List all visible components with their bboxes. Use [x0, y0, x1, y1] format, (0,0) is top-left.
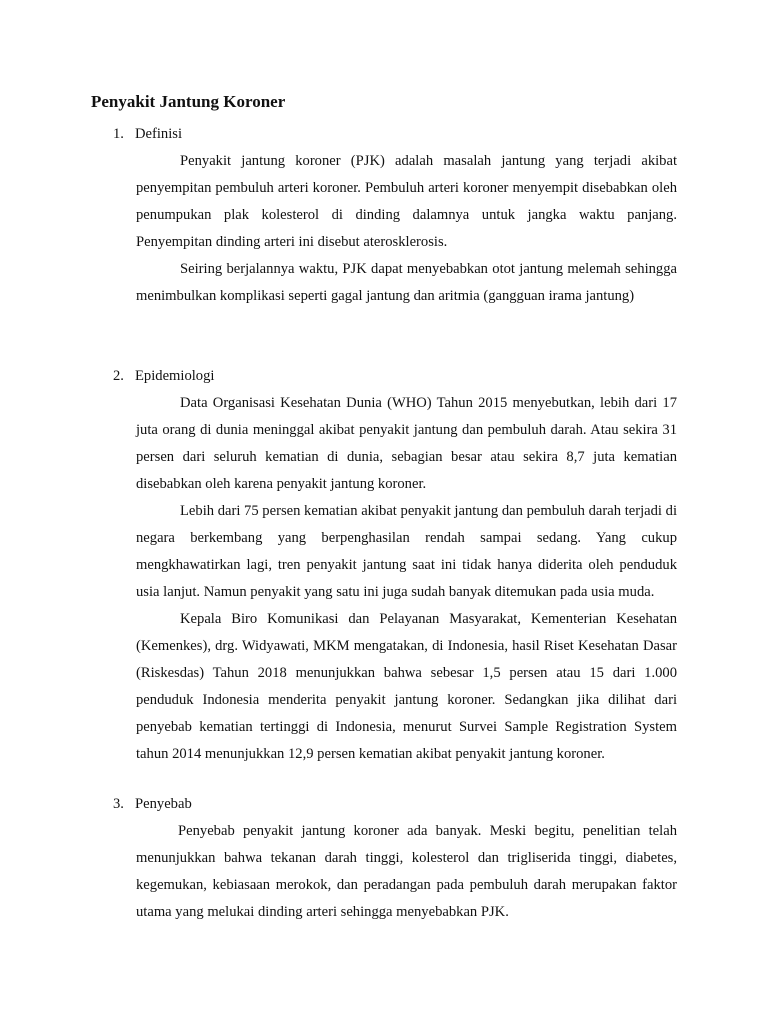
- section-number: 1.: [113, 126, 124, 142]
- paragraph: Data Organisasi Kesehatan Dunia (WHO) Tahun 2015 menyebutkan, lebih dari 17 juta orang di dunia meninggal akibat penyakit jantung dan pembuluh darah. Atau sekira 31 persen dari seluruh kematian di dunia, sebagian besar atau sekira 8,7 juta kematian disebabkan oleh karena penyakit jantung koroner.: [136, 395, 677, 492]
- section-heading: [113, 368, 214, 385]
- paragraph: Penyebab penyakit jantung koroner ada banyak. Meski begitu, penelitian telah menunjukkan bahwa tekanan darah tinggi, kolesterol dan trigliserida tinggi, diabetes, kegemukan, kebiasaan merokok, dan peradangan pada pembuluh darah merupakan faktor utama yang melukai dinding arteri sehingga menyebabkan PJK.: [136, 823, 677, 920]
- paragraph: Lebih dari 75 persen kematian akibat penyakit jantung dan pembuluh darah terjadi di negara berkembang yang berpenghasilan rendah sampai sedang. Yang cukup mengkhawatirkan lagi, tren penyakit jantung saat ini tidak hanya diderita oleh penduduk usia lanjut. Namun penyakit yang satu ini juga sudah banyak ditemukan pada usia muda.: [136, 503, 677, 600]
- section-number: 2.: [113, 368, 124, 384]
- paragraph: Penyakit jantung koroner (PJK) adalah masalah jantung yang terjadi akibat penyempitan pembuluh arteri koroner. Pembuluh arteri koroner menyempit disebabkan oleh penumpukan plak kolesterol di dinding dalamnya untuk jangka waktu panjang. Penyempitan dinding arteri ini disebut aterosklerosis.: [136, 153, 677, 250]
- section-heading-text: Epidemiologi: [135, 368, 215, 384]
- section-heading: [113, 796, 192, 813]
- page-title: Penyakit Jantung Koroner: [91, 92, 286, 111]
- section-number: 3.: [113, 796, 124, 812]
- paragraph: Seiring berjalannya waktu, PJK dapat menyebabkan otot jantung melemah sehingga menimbulkan komplikasi seperti gagal jantung dan aritmia (gangguan irama jantung): [136, 261, 677, 304]
- section-heading-text: Definisi: [135, 126, 183, 142]
- section-heading-text: Penyebab: [135, 796, 192, 812]
- paragraph: Kepala Biro Komunikasi dan Pelayanan Masyarakat, Kementerian Kesehatan (Kemenkes), drg. Widyawati, MKM mengatakan, di Indonesia, hasil Riset Kesehatan Dasar (Riskesdas) Tahun 2018 menunjukkan bahwa sebesar 1,5 persen atau 15 dari 1.000 penduduk Indonesia menderita penyakit jantung koroner. Sedangkan jika dilihat dari penyebab kematian tertinggi di Indonesia, menurut Survei Sample Registration System tahun 2014 menunjukkan 12,9 persen kematian akibat penyakit jantung koroner.: [136, 611, 677, 762]
- section-heading: [113, 126, 182, 143]
